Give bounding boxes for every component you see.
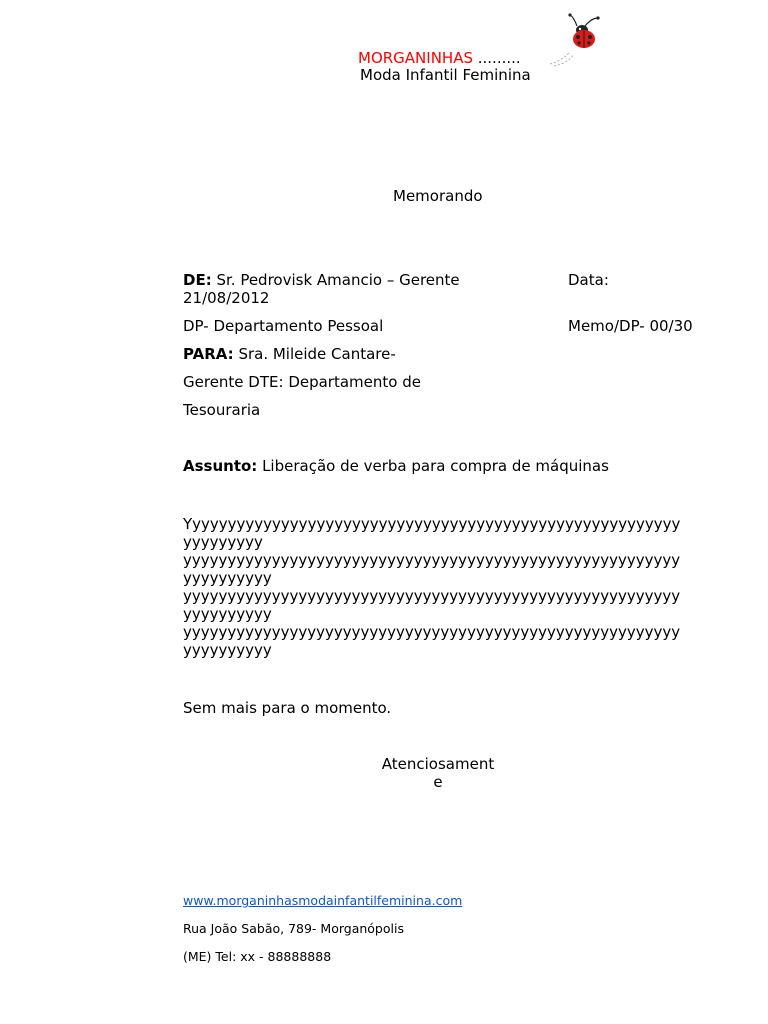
website-link[interactable]: www.morganinhasmodainfantilfeminina.com — [183, 893, 463, 908]
closing-line: Sem mais para o momento. — [183, 699, 392, 717]
address-line: Rua João Sabão, 789- Morganópolis — [183, 921, 404, 936]
brand-name: MORGANINHAS — [358, 49, 473, 67]
memo-number: Memo/DP- 00/30 — [568, 317, 693, 335]
de-line — [183, 271, 703, 307]
date-label: Data: — [568, 271, 609, 289]
date-value: 21/08/2012 — [183, 289, 270, 307]
phone-line: (ME) Tel: xx - 88888888 — [183, 949, 332, 964]
de-label: DE: — [183, 271, 212, 289]
assunto-line — [183, 457, 609, 475]
department-line: DP- Departamento Pessoal — [183, 317, 384, 335]
ladybug-icon — [544, 12, 608, 68]
memo-body — [183, 515, 688, 659]
sign-off: Atenciosamente — [381, 755, 495, 791]
body-paragraph: Yyyyyyyyyyyyyyyyyyyyyyyyyyyyyyyyyyyyyyyyyyyyyyyyyyyyyyyyyyyyyyyyy — [183, 515, 681, 551]
para-line — [183, 345, 396, 363]
memo-title: Memorando — [393, 187, 483, 205]
para-line-2: Gerente DTE: Departamento de — [183, 373, 421, 391]
assunto-label: Assunto: — [183, 457, 258, 475]
assunto-value: Liberação de verba para compra de máquinas — [257, 457, 609, 475]
para-label: PARA: — [183, 345, 234, 363]
para-line-3: Tesouraria — [183, 401, 261, 419]
brand-dots: ......... — [472, 49, 521, 67]
body-paragraph: yyyyyyyyyyyyyyyyyyyyyyyyyyyyyyyyyyyyyyyyyyyyyyyyyyyyyyyyyyyyyyyyyy — [183, 587, 681, 623]
brand-line — [358, 49, 521, 67]
body-paragraph: yyyyyyyyyyyyyyyyyyyyyyyyyyyyyyyyyyyyyyyyyyyyyyyyyyyyyyyyyyyyyyyyyy — [183, 623, 681, 659]
para-value: Sra. Mileide Cantare- — [233, 345, 396, 363]
body-paragraph: yyyyyyyyyyyyyyyyyyyyyyyyyyyyyyyyyyyyyyyyyyyyyyyyyyyyyyyyyyyyyyyyyy — [183, 551, 681, 587]
de-value: Sr. Pedrovisk Amancio – Gerente — [211, 271, 460, 289]
brand-subtitle: Moda Infantil Feminina — [360, 66, 531, 84]
